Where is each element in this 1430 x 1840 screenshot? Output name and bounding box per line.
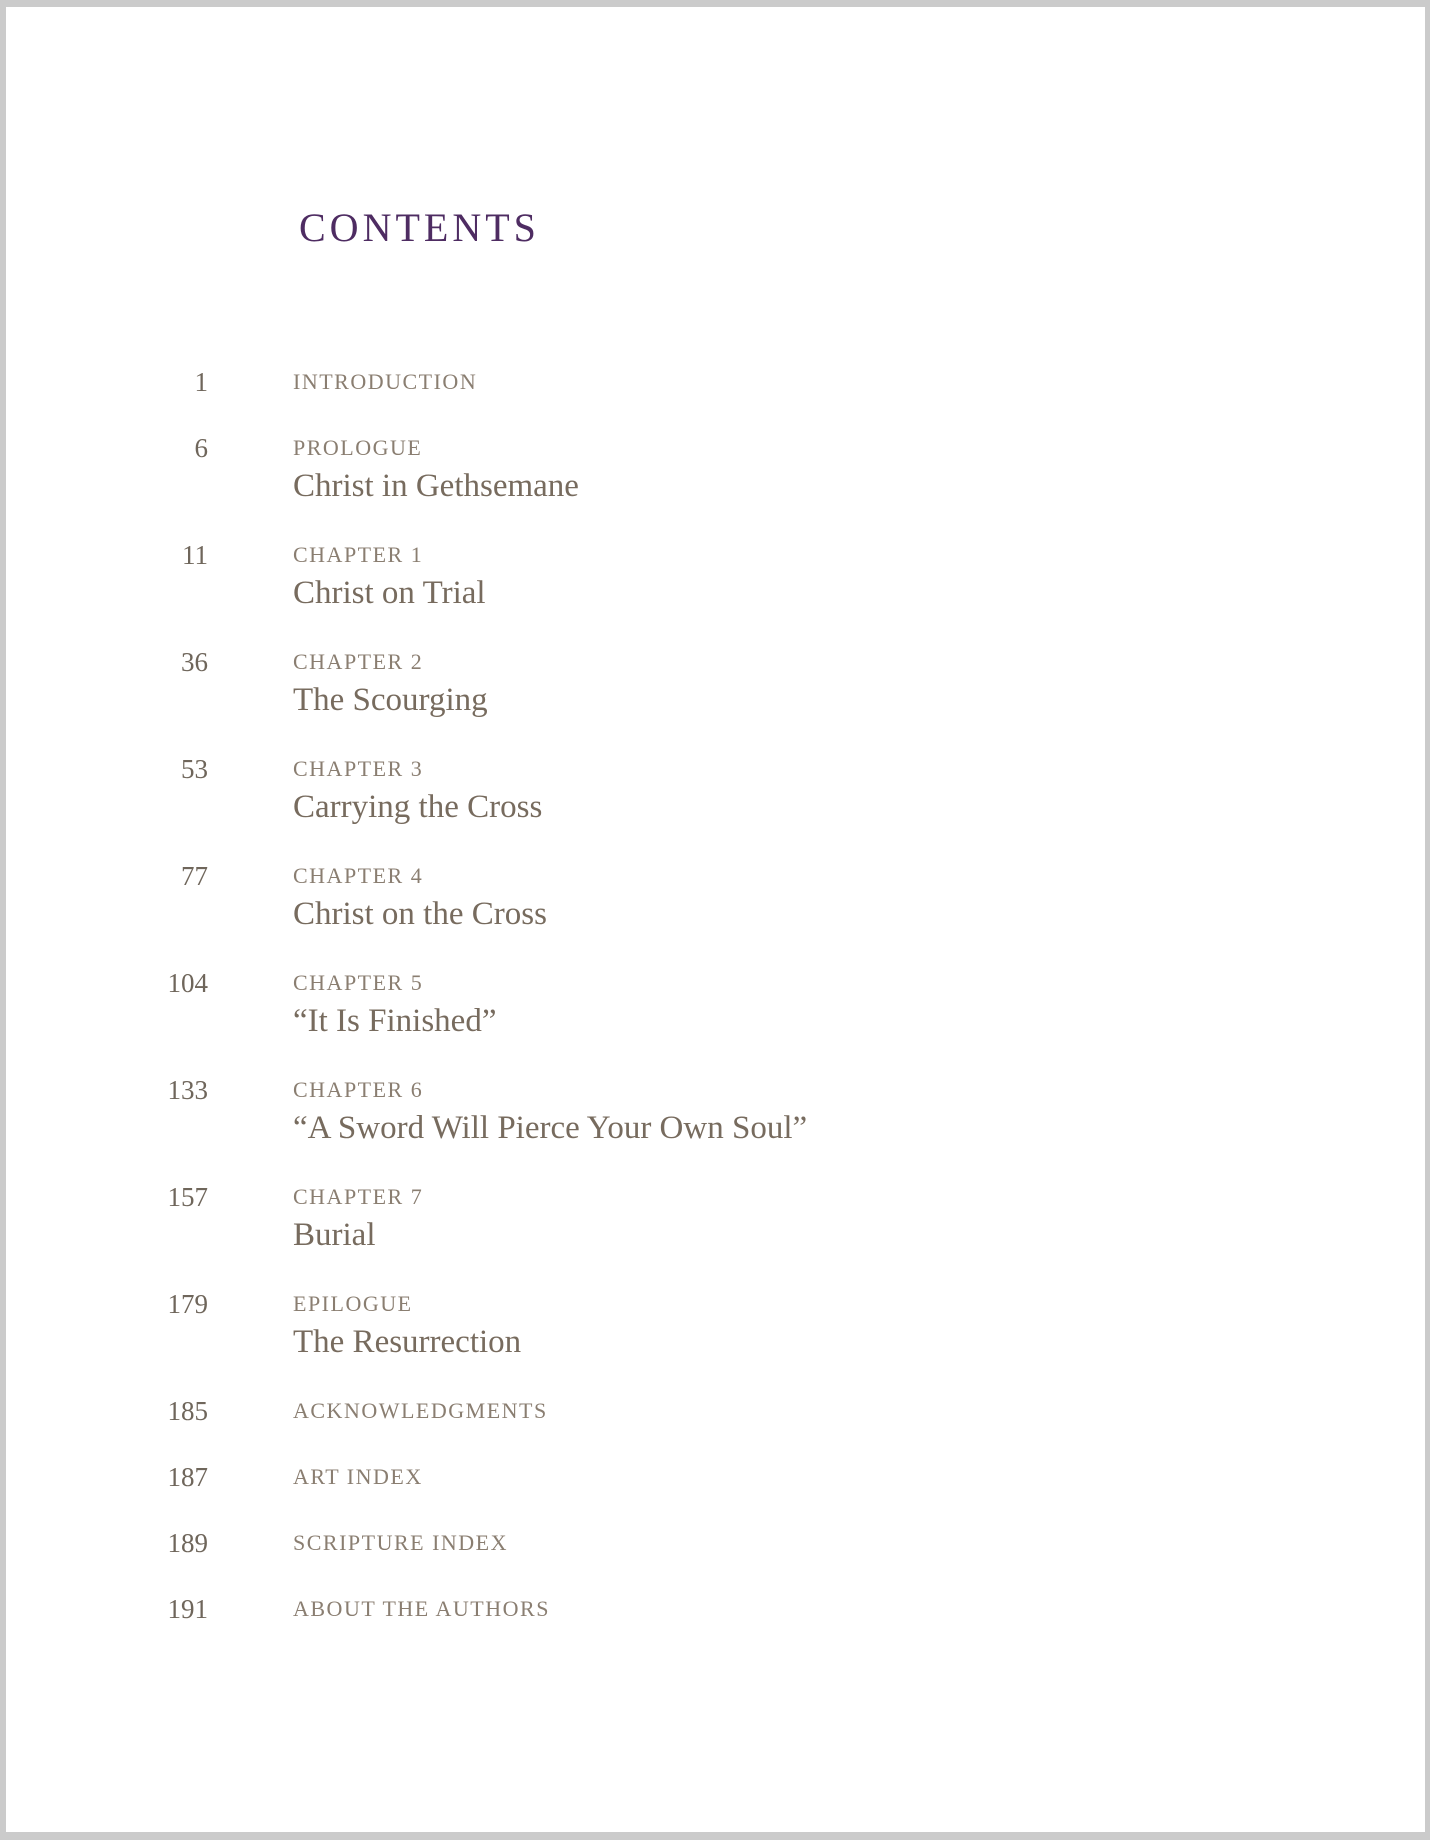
page-number: 157 [167, 1182, 208, 1212]
table-of-contents [6, 367, 1385, 1660]
entry-title: The Scourging [293, 682, 488, 718]
toc-row [6, 433, 1385, 510]
entry-text [293, 754, 1385, 831]
entry-label: CHAPTER 6 [293, 1077, 424, 1102]
toc-row [6, 367, 1385, 397]
toc-row [6, 1462, 1385, 1492]
toc-row [6, 1396, 1385, 1426]
page-number: 11 [182, 540, 208, 570]
page-number: 133 [167, 1075, 208, 1105]
page-number: 1 [194, 367, 208, 397]
toc-row [6, 1289, 1385, 1366]
entry-text [293, 1289, 1385, 1366]
entry-text [293, 540, 1385, 617]
page-number: 189 [167, 1528, 208, 1558]
page-number: 191 [167, 1594, 208, 1624]
entry-title: Christ in Gethsemane [293, 468, 579, 504]
entry-title: The Resurrection [293, 1324, 522, 1360]
entry-label: ACKNOWLEDGMENTS [293, 1398, 548, 1423]
toc-row [6, 1594, 1385, 1624]
entry-text [293, 861, 1385, 938]
page-number: 77 [181, 861, 208, 891]
entry-text [293, 1594, 1385, 1624]
entry-label: CHAPTER 3 [293, 756, 424, 781]
entry-title: “A Sword Will Pierce Your Own Soul” [293, 1110, 808, 1146]
entry-label: CHAPTER 2 [293, 649, 424, 674]
entry-label: ABOUT THE AUTHORS [293, 1596, 550, 1621]
toc-row [6, 754, 1385, 831]
page-number: 6 [194, 433, 208, 463]
entry-label: SCRIPTURE INDEX [293, 1530, 509, 1555]
page-number: 179 [167, 1289, 208, 1319]
book-page [6, 7, 1425, 1832]
page-number: 36 [181, 647, 208, 677]
entry-text [293, 433, 1385, 510]
toc-row [6, 968, 1385, 1045]
toc-row [6, 1075, 1385, 1152]
entry-label: EPILOGUE [293, 1291, 413, 1316]
entry-text [293, 367, 1385, 397]
entry-text [293, 1528, 1385, 1558]
entry-title: “It Is Finished” [293, 1003, 497, 1039]
toc-row [6, 861, 1385, 938]
entry-text [293, 1462, 1385, 1492]
entry-text [293, 1396, 1385, 1426]
page-number: 185 [167, 1396, 208, 1426]
entry-text [293, 1075, 1385, 1152]
entry-title: Carrying the Cross [293, 789, 543, 825]
entry-title: Christ on the Cross [293, 896, 547, 932]
entry-label: CHAPTER 4 [293, 863, 424, 888]
toc-row [6, 540, 1385, 617]
page-title: CONTENTS [299, 205, 540, 250]
entry-label: CHAPTER 5 [293, 970, 424, 995]
entry-title: Burial [293, 1217, 376, 1253]
entry-title: Christ on Trial [293, 575, 486, 611]
toc-row [6, 1528, 1385, 1558]
toc-row [6, 647, 1385, 724]
entry-label: PROLOGUE [293, 435, 423, 460]
page-number: 187 [167, 1462, 208, 1492]
entry-label: INTRODUCTION [293, 369, 478, 394]
page-number: 53 [181, 754, 208, 784]
toc-row [6, 1182, 1385, 1259]
entry-label: ART INDEX [293, 1464, 423, 1489]
entry-text [293, 647, 1385, 724]
entry-text [293, 1182, 1385, 1259]
entry-text [293, 968, 1385, 1045]
entry-label: CHAPTER 7 [293, 1184, 424, 1209]
entry-label: CHAPTER 1 [293, 542, 424, 567]
page-number: 104 [167, 968, 208, 998]
